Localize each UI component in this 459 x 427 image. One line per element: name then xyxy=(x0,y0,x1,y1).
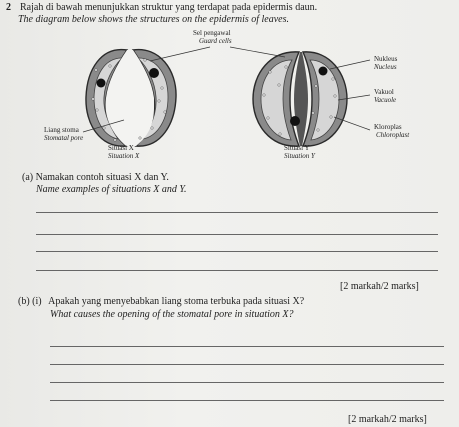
part-a-label: (a) xyxy=(22,172,34,183)
label-nucleus-english: Nucleus xyxy=(374,63,397,71)
question-number: 2 xyxy=(6,2,11,13)
answer-line[interactable] xyxy=(50,364,444,365)
label-situation-y-malay: Situasi Y xyxy=(284,144,310,152)
label-stomatal-pore-english: Stomatal pore xyxy=(44,134,84,142)
part-a-text-malay: Namakan contoh situasi X dan Y. xyxy=(35,172,169,183)
answer-line[interactable] xyxy=(36,270,438,271)
label-chloroplast-english: Chloroplast xyxy=(376,131,410,139)
label-vacuole-english: Vacuole xyxy=(374,96,397,104)
label-vacuole-malay: Vakuol xyxy=(374,88,394,96)
part-b-marks: [2 markah/2 marks] xyxy=(348,414,427,425)
label-situation-y-english: Situation Y xyxy=(284,152,315,160)
stomata-diagram xyxy=(0,0,459,170)
part-a-marks: [2 markah/2 marks] xyxy=(340,281,419,292)
part-b-label: (b) (i) xyxy=(18,296,42,307)
label-nucleus-malay: Nukleus xyxy=(374,55,398,63)
part-a-question-english: Name examples of situations X and Y. xyxy=(36,184,187,195)
stoma-situation-x xyxy=(86,50,176,147)
answer-line[interactable] xyxy=(36,251,438,252)
question-stem-english: The diagram below shows the structures on the epidermis of leaves. xyxy=(18,14,289,25)
answer-line[interactable] xyxy=(36,212,438,213)
label-guard-cells-english: Guard cells xyxy=(199,37,232,45)
answer-line[interactable] xyxy=(50,346,444,347)
guard-cell-leader-y xyxy=(230,47,285,57)
answer-line[interactable] xyxy=(50,400,444,401)
label-stomatal-pore-malay: Liang stoma xyxy=(44,126,79,134)
part-a-question-malay xyxy=(22,172,169,183)
part-b-question-english: What causes the opening of the stomatal pore in situation X? xyxy=(50,309,294,320)
label-guard-cells-malay: Sel pengawal xyxy=(193,29,231,37)
nucleus-leader xyxy=(330,60,370,69)
answer-line[interactable] xyxy=(36,234,438,235)
part-b-question-malay xyxy=(18,296,304,307)
guard-cell-leader-x xyxy=(150,47,210,61)
question-stem-malay: Rajah di bawah menunjukkan struktur yang terdapat pada epidermis daun. xyxy=(20,2,318,13)
label-chloroplast-malay: Kloroplas xyxy=(374,123,402,131)
label-situation-x-malay: Situasi X xyxy=(108,144,134,152)
label-situation-x-english: Situation X xyxy=(108,152,140,160)
stoma-situation-y xyxy=(253,52,347,146)
answer-line[interactable] xyxy=(50,382,444,383)
part-b-text-malay: Apakah yang menyebabkan liang stoma terbuka pada situasi X? xyxy=(48,296,305,307)
